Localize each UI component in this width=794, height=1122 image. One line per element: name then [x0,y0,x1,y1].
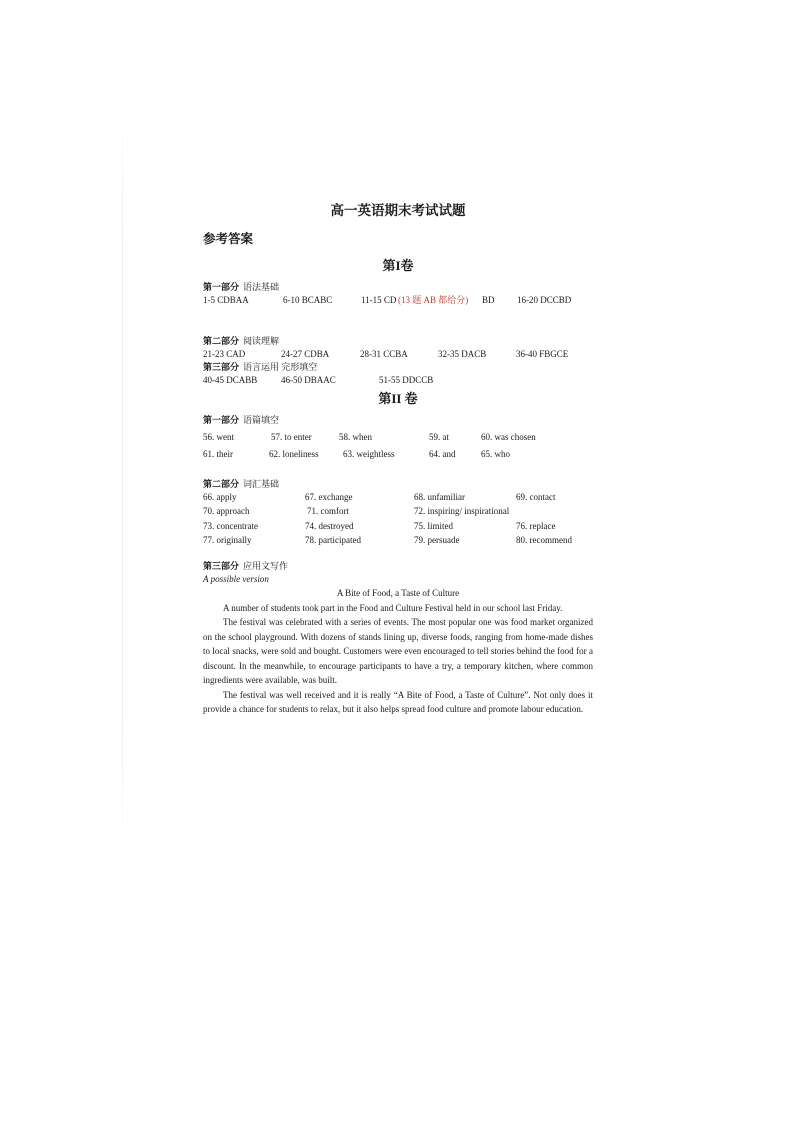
v2-part3-subtitle: 应用文写作 [243,560,289,571]
v2-part1-row [203,430,593,447]
v2-part2-row [203,533,593,548]
answer-group: 40-45 DCABB [203,375,258,385]
v2-part3-title: 第三部分 [203,560,240,571]
answer-group: 36-40 FBGCE [516,348,569,359]
answer-item: 78. participated [305,535,361,545]
v2-part3-heading [203,560,593,572]
v1-part1-subtitle: 语法基础 [243,282,280,292]
v1-part2-heading [203,335,593,347]
answer-group: 32-35 DACB [438,348,487,359]
v1-part3-title: 第三部分 [203,362,240,372]
answer-item: 57. to enter [271,431,312,442]
answer-group: 51-55 DDCCB [379,375,434,385]
essay-title: A Bite of Food, a Taste of Culture [336,588,460,598]
scan-edge-shadow [122,100,123,860]
v1-part2-subtitle: 阅读理解 [243,335,280,346]
answer-group: BD [482,295,495,305]
v1-part3-heading [203,361,593,373]
volume-1-label: 第I卷 [382,258,414,273]
answer-item: 67. exchange [305,491,353,502]
v1-part1-title: 第一部分 [203,282,240,292]
answer-group: 24-27 CDBA [281,348,330,359]
v2-part2-row [203,490,593,505]
answer-group: 6-10 BCABC [283,295,333,305]
answer-item: 64. and [429,448,456,459]
v1-part3-subtitle: 语言运用 完形填空 [243,362,318,372]
answer-item: 77. originally [203,535,252,545]
answer-item: 72. inspiring/ inspirational [414,506,510,516]
answer-item: 58. when [339,431,372,442]
answer-item: 71. comfort [307,506,349,516]
answer-item: 73. concentrate [203,520,258,531]
v1-part1-heading [203,281,593,293]
answer-item: 62. loneliness [269,448,319,459]
answer-group: 21-23 CAD [203,348,246,359]
answers-heading: 参考答案 [203,232,254,246]
page-title: 高一英语期末考试试题 [330,203,466,218]
essay-paragraph: The festival was well received and it is really “A Bite of Food, a Taste of Culture”. Not only does it provide a chance for students to relax, but it also helps spread food culture and promote labour education. [203,689,593,714]
essay-paragraph: A number of students took part in the Food and Culture Festival held in our school last Friday. [223,602,563,613]
v2-part2-subtitle: 词汇基础 [243,478,280,489]
answer-group: 46-50 DBAAC [281,375,336,385]
answer-group: 28-31 CCBA [360,348,408,359]
answer-item: 66. apply [203,491,237,502]
version-label: A possible version [203,573,269,584]
v2-part2-heading [203,478,593,490]
v1-part2-title: 第二部分 [203,335,240,346]
answer-item: 65. who [481,448,510,459]
v1-part3-answers [203,373,593,388]
essay-paragraph: The festival was celebrated with a series of events. The most popular one was food market organized on the school playground. With dozens of stands lining up, diverse foods, ranging from home-made dishes to local snacks, were sold and bought. Customers were even encouraged to tell stories behind the food for a discount. In the meanwhile, to encourage participants to have a try, a temporary kitchen, where common ingredients were available, was built. [203,617,593,685]
answer-group: 11-15 CD [361,295,397,305]
v2-part1-heading [203,414,593,426]
answer-item: 56. went [203,431,234,442]
v2-part1-subtitle: 语篇填空 [243,414,280,425]
answer-item: 75. limited [414,520,453,531]
answer-item: 61. their [203,448,233,459]
v2-part2-title: 第二部分 [203,478,240,489]
answer-item: 63. weightless [343,448,395,459]
answer-item: 60. was chosen [481,431,536,442]
answer-key-content [203,203,593,717]
sample-essay [203,572,593,717]
answer-item: 79. persuade [414,535,460,545]
answer-group: 16-20 DCCBD [517,295,572,305]
answer-item: 80. recommend [516,535,572,545]
answer-item: 59. at [429,431,449,442]
v1-part1-answers [203,293,593,308]
answer-group: 1-5 CDBAA [203,295,249,305]
v1-part2-answers [203,347,593,362]
v2-part2-row [203,519,593,534]
answer-item: 70. approach [203,506,250,516]
v2-part1-row [203,447,593,464]
volume-2-label: 第II 卷 [378,390,418,406]
answer-note: (13 题 AB 都给分) [398,295,469,305]
answer-item: 76. replace [516,520,556,531]
answer-item: 74. destroyed [305,520,354,531]
v2-part2-row [203,504,593,519]
answer-item: 68. unfamiliar [414,491,465,502]
answer-item: 69. contact [516,491,556,502]
v2-part1-title: 第一部分 [203,414,240,425]
